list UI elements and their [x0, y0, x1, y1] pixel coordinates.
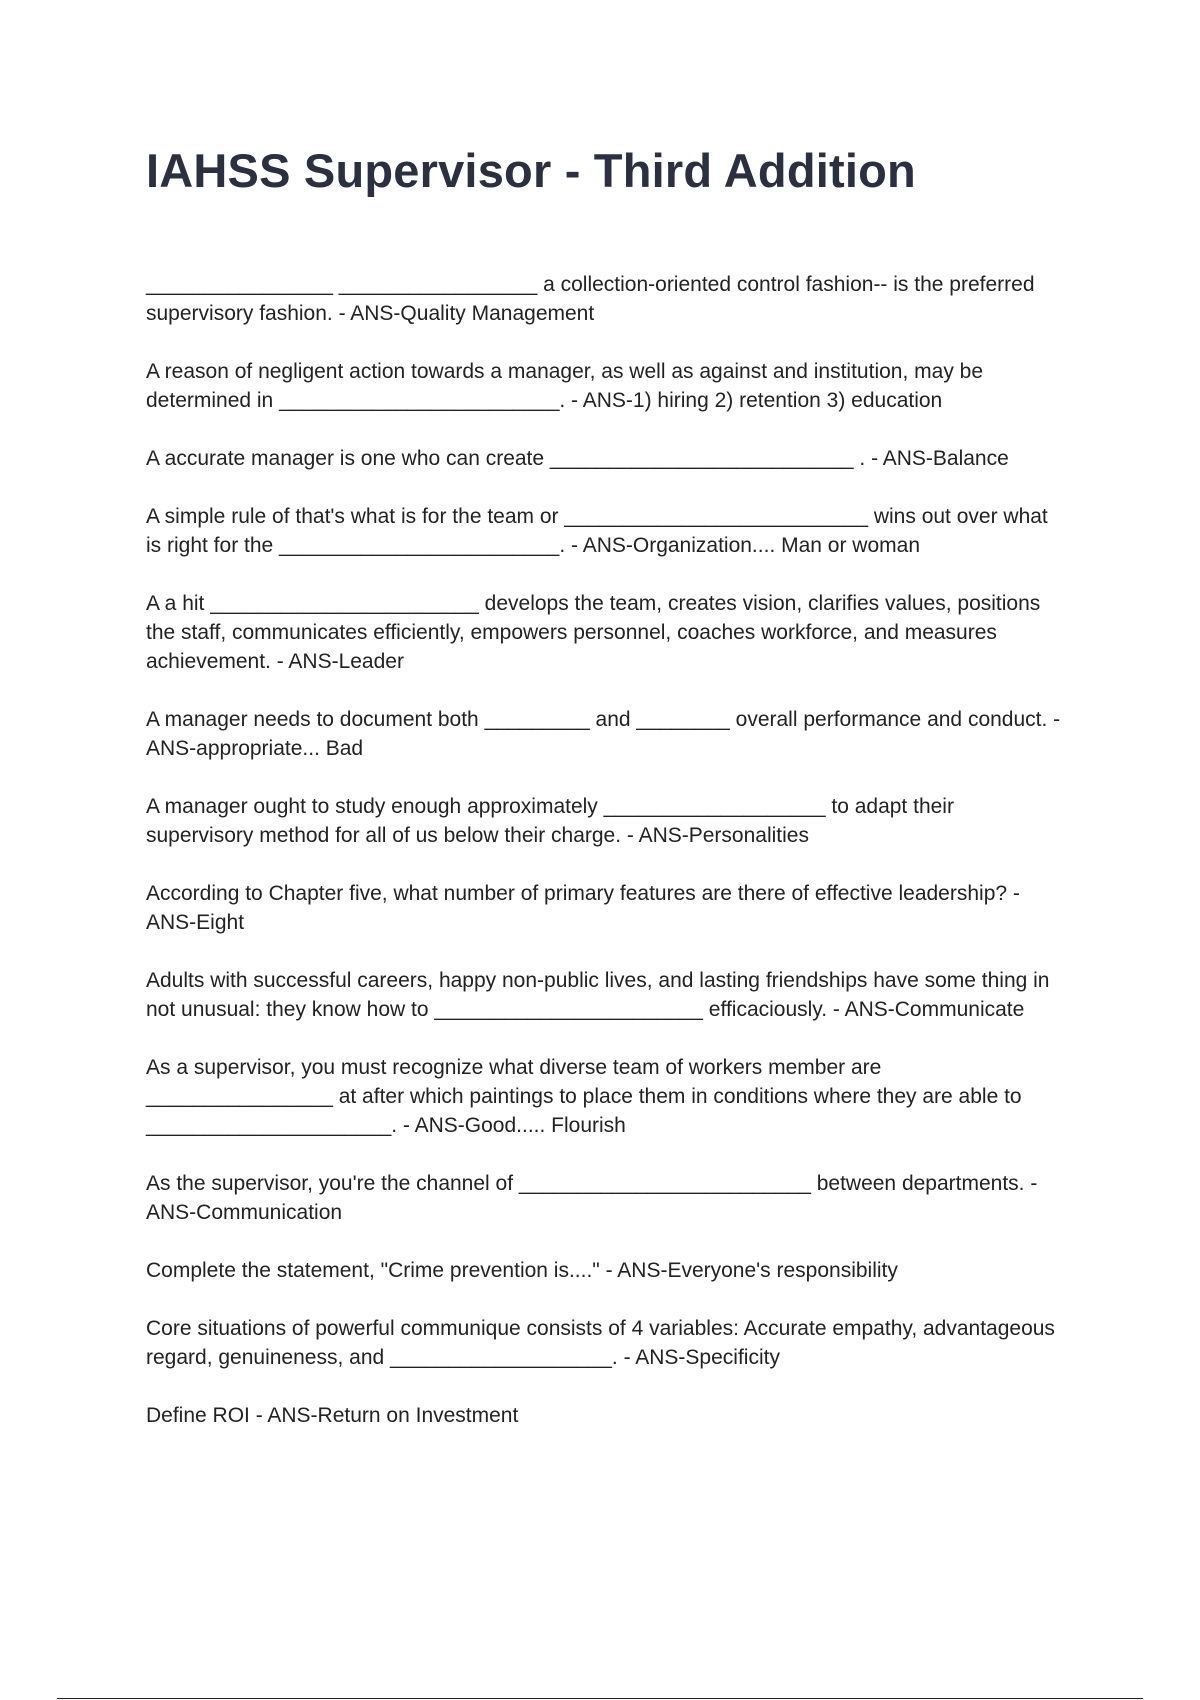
qa-item: As a supervisor, you must recognize what diverse team of workers member are ________________ at after which paintings to place them in conditions where they are able to _____________________. - ANS-Good..... Flourish — [146, 1056, 1022, 1137]
qa-item: Adults with successful careers, happy non-public lives, and lasting friendships have some thing in not unusual: they know how to _______________________ efficaciously. - ANS-Communicate — [146, 969, 1050, 1021]
qa-item: Core situations of powerful communique consists of 4 variables: Accurate empathy, advantageous regard, genuineness, and ___________________. - ANS-Specificity — [146, 1317, 1055, 1369]
qa-item: Define ROI - ANS-Return on Investment — [146, 1404, 519, 1427]
question-answer-list — [146, 270, 1066, 1459]
qa-item: A a hit _______________________ develops the team, creates vision, clarifies values, positions the staff, communicates efficiently, empowers personnel, coaches workforce, and measures achievement. - ANS-Leader — [146, 592, 1041, 673]
qa-item: As the supervisor, you're the channel of _________________________ between departments. - ANS-Communication — [146, 1172, 1038, 1224]
qa-item: ________________ _________________ a collection-oriented control fashion-- is the preferred supervisory fashion. - ANS-Quality Management — [146, 273, 1035, 325]
qa-item: A simple rule of that's what is for the team or __________________________ wins out over what is right for the ________________________. - ANS-Organization.... Man or woman — [146, 505, 1048, 557]
footer-divider — [57, 1698, 1143, 1699]
page-title: IAHSS Supervisor - Third Addition — [146, 144, 916, 197]
qa-item: Complete the statement, "Crime prevention is...." - ANS-Everyone's responsibility — [146, 1259, 898, 1282]
qa-item: According to Chapter five, what number of primary features are there of effective leadership? - ANS-Eight — [146, 882, 1020, 934]
qa-item: A reason of negligent action towards a manager, as well as against and institution, may be determined in ________________________. - ANS-1) hiring 2) retention 3) education — [146, 360, 984, 412]
qa-item: A manager needs to document both _________ and ________ overall performance and conduct. - ANS-appropriate... Bad — [146, 708, 1061, 760]
qa-item: A manager ought to study enough approximately ___________________ to adapt their supervisory method for all of us below their charge. - ANS-Personalities — [146, 795, 954, 847]
qa-item: A accurate manager is one who can create __________________________ . - ANS-Balance — [146, 447, 1009, 470]
